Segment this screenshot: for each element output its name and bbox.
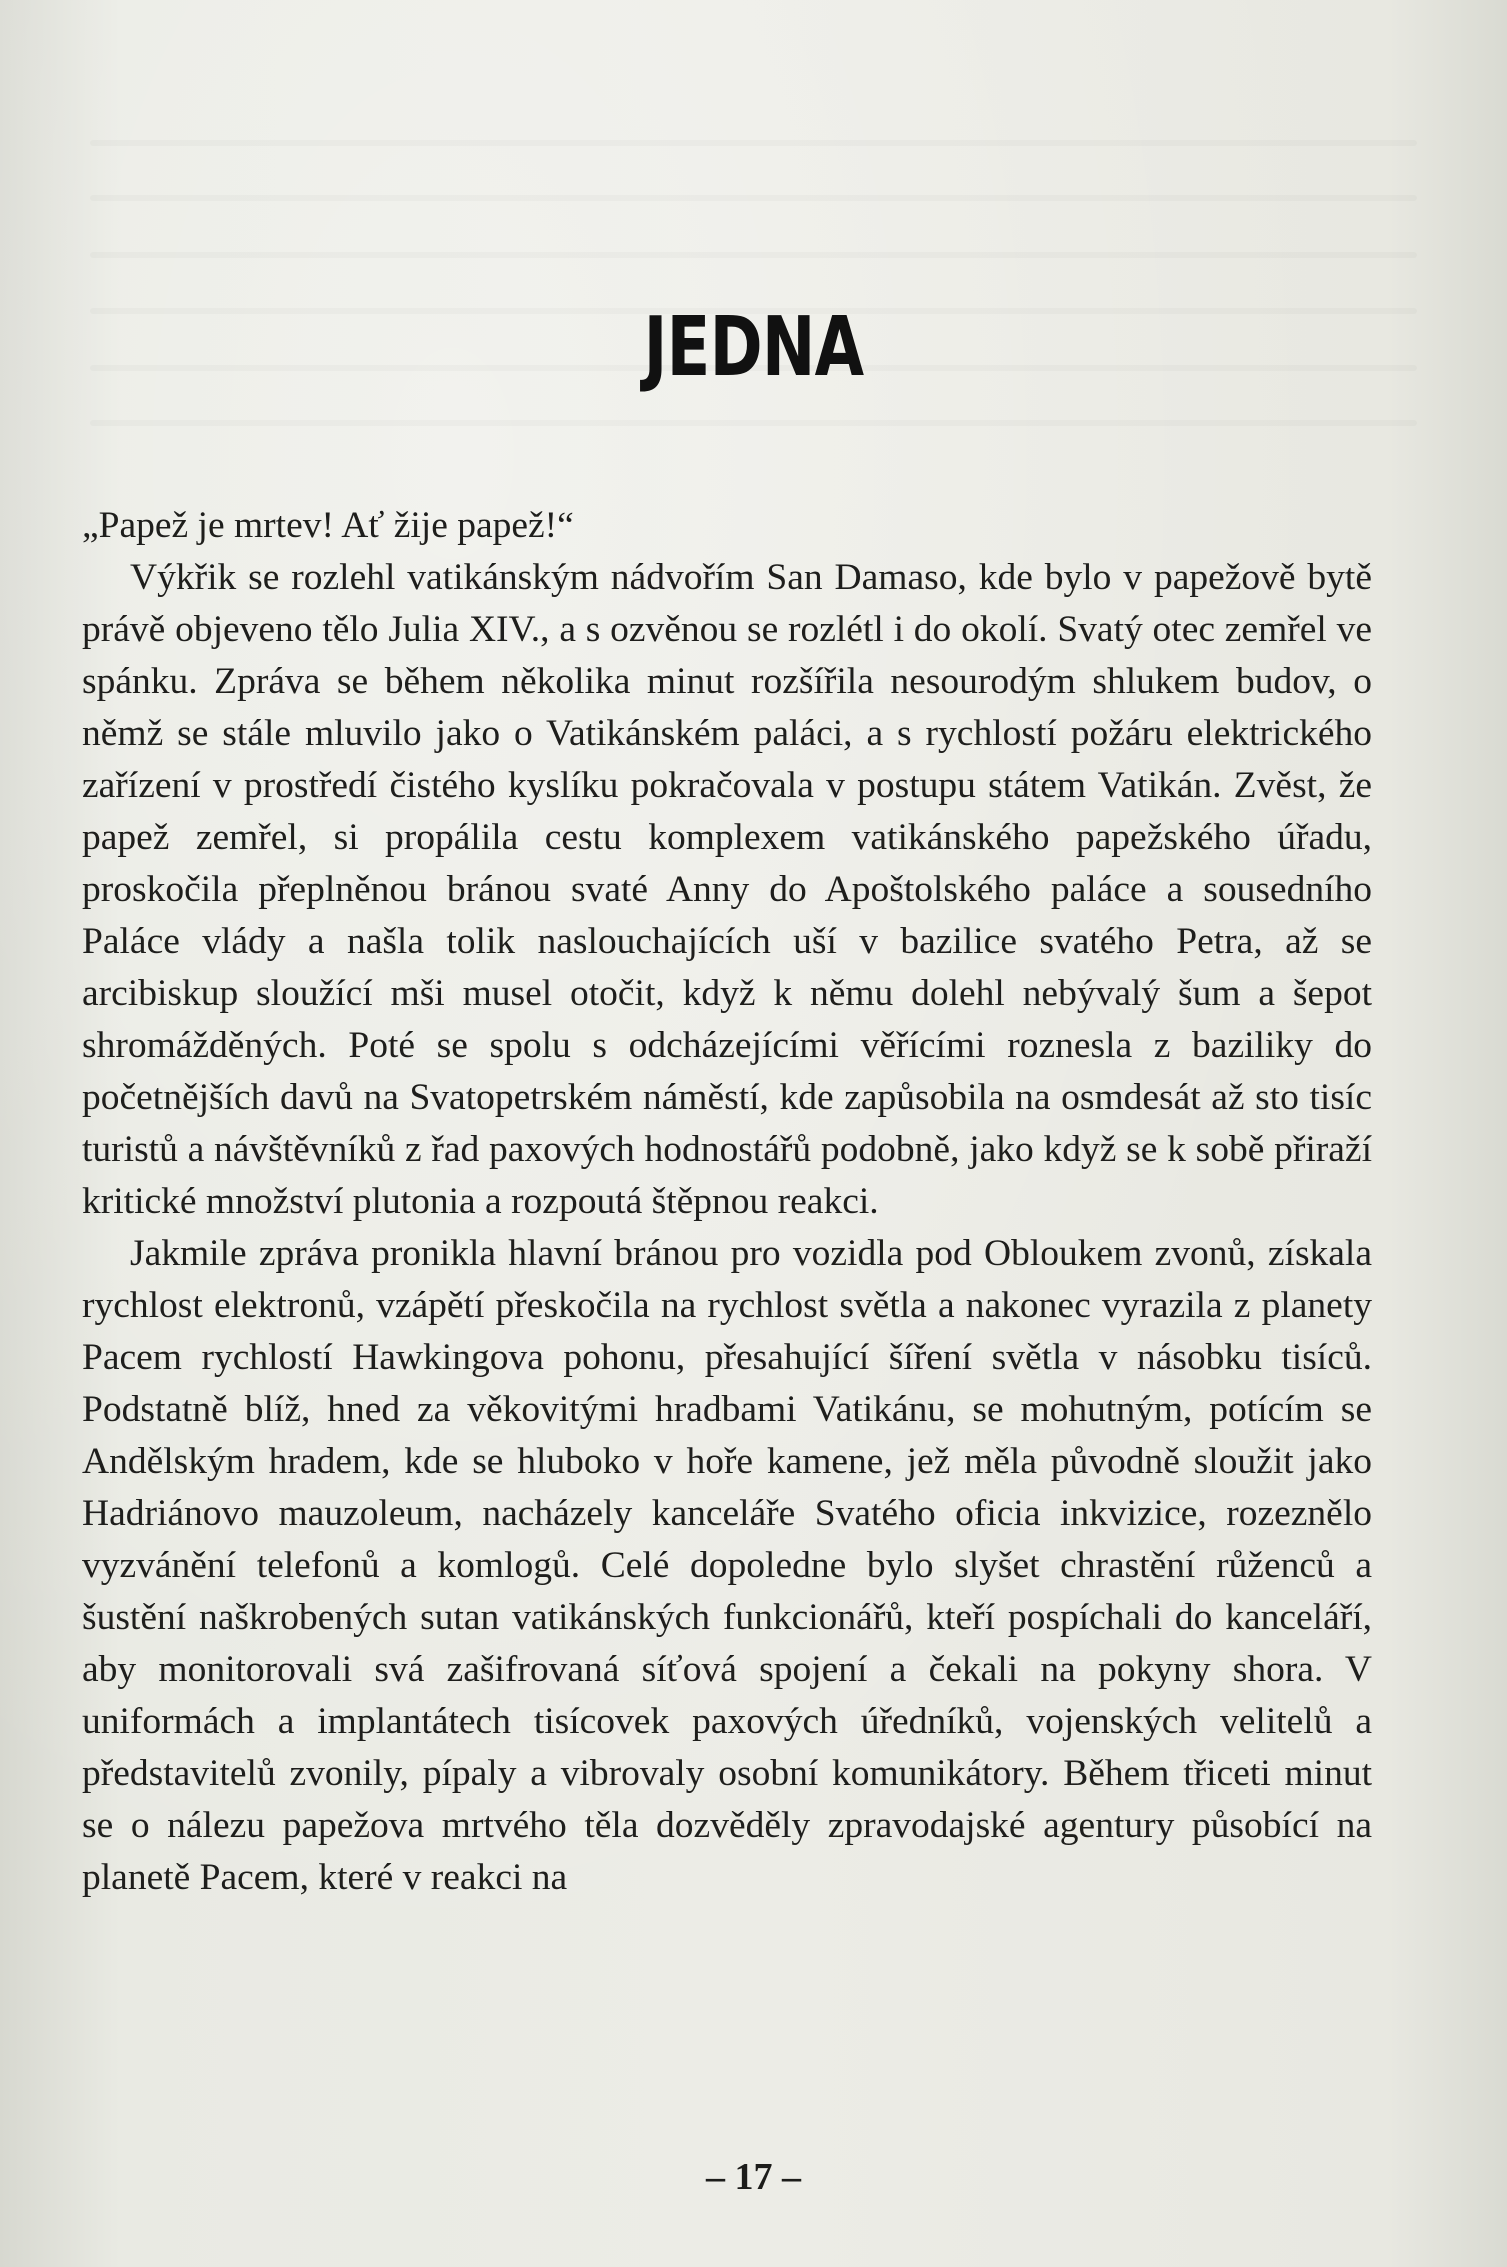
show-through-line: [90, 420, 1417, 426]
paragraph-news-spreads: Výkřik se rozlehl vatikánským nádvořím San Damaso, kde bylo v papežově bytě právě objeveno tělo Julia XIV., a s ozvěnou se rozlétl i do okolí. Svatý otec zemřel ve spánku. Zpráva se během několika minut rozšířila nesourodým shlukem budov, o němž se stále mluvilo jako o Vatikánském paláci, a s rychlostí požáru elektrického zařízení v prostředí čistého kyslíku pokračovala v postupu státem Vatikán. Zvěst, že papež zemřel, si propálila cestu komplexem vatikánského papežského úřadu, proskočila přeplněnou bránou svaté Anny do Apoštolského paláce a sousedního Paláce vlády a našla tolik naslouchajících uší v bazilice svatého Petra, až se arcibiskup sloužící mši musel otočit, když k němu dolehl nebývalý šum a šepot shromážděných. Poté se spolu s odcházejícími věřícími roznesla z baziliky do početnějších davů na Svatopetrském náměstí, kde zapůsobila na osmdesát až sto tisíc turistů a návštěvníků z řad paxových hodnostářů podobně, jako když se k sobě přiraží kritické množství plutonia a rozpoutá štěpnou reakci.: [82, 557, 1372, 1222]
show-through-line: [90, 140, 1417, 146]
paragraph-opening-quote: „Papež je mrtev! Ať žije papež!“: [82, 505, 574, 546]
chapter-title: JEDNA: [643, 300, 864, 395]
show-through-line: [90, 252, 1417, 258]
show-through-line: [90, 195, 1417, 201]
body-text: [82, 500, 1372, 1904]
paragraph-news-leaves-planet: Jakmile zpráva pronikla hlavní bránou pro vozidla pod Obloukem zvonů, získala rychlost elektronů, vzápětí přeskočila na rychlost světla a nakonec vyrazila z planety Pacem rychlostí Hawkingova pohonu, přesahující šíření světla v násobku tisíců. Podstatně blíž, hned za věkovitými hradbami Vatikánu, se mohutným, potícím se Andělským hradem, kde se hluboko v hoře kamene, jež měla původně sloužit jako Hadriánovo mauzoleum, nacházely kanceláře Svatého oficia inkvizice, rozeznělo vyzvánění telefonů a komlogů. Celé dopoledne bylo slyšet chrastění růženců a šustění naškrobených sutan vatikánských funkcionářů, kteří pospíchali do kanceláří, aby monitorovali svá zašifrovaná síťová spojení a čekali na pokyny shora. V uniformách a implantátech tisícovek paxových úředníků, vojenských velitelů a představitelů zvonily, pípaly a vibrovaly osobní komunikátory. Během třiceti minut se o nálezu papežova mrtvého těla dozvěděly zpravodajské agentury působící na planetě Pacem, které v reakci na: [82, 1233, 1372, 1898]
page-number: – 17 –: [706, 2156, 801, 2198]
